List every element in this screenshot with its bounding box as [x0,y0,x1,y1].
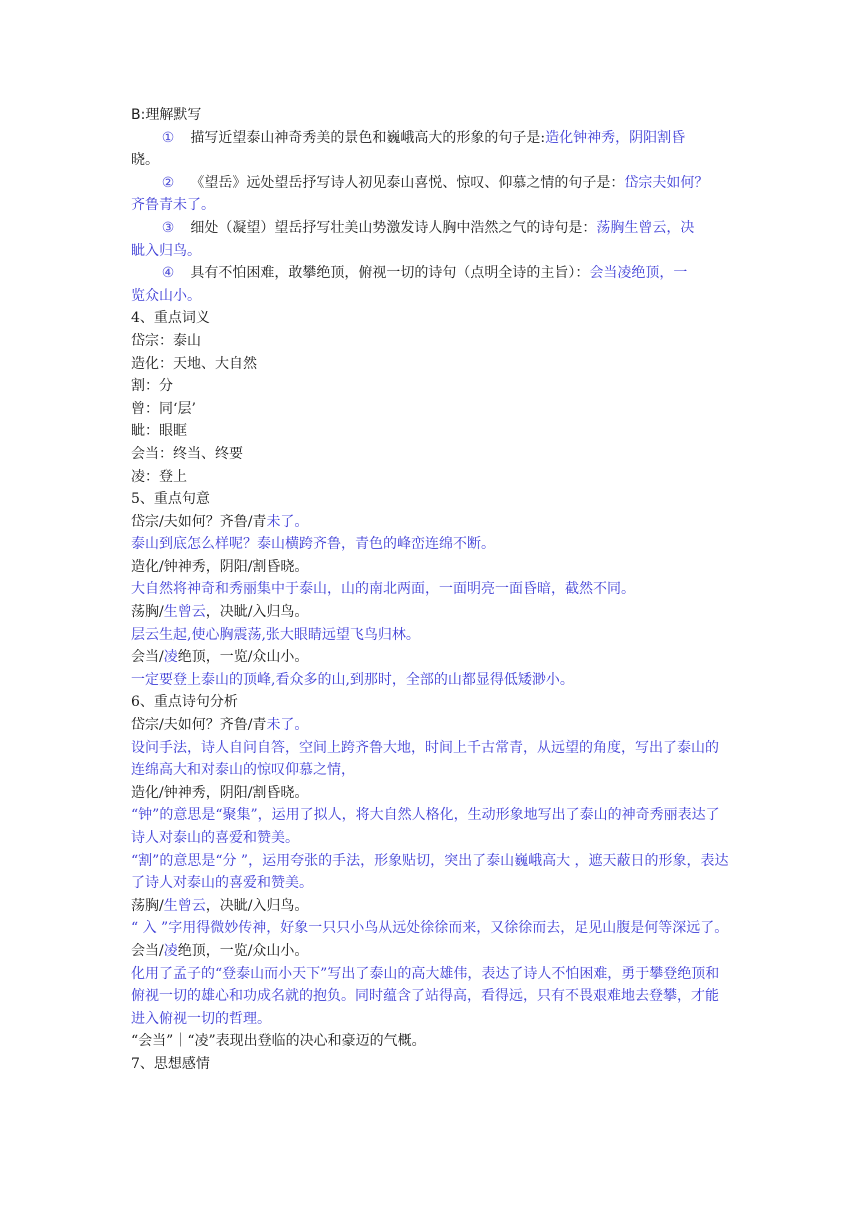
word-entry: 曾：同‘层’ [131,400,196,417]
word-entry: 眦：眼眶 [131,423,187,440]
section-b-heading: B:理解默写 [131,107,202,123]
word-entry: 割：分 [131,378,173,395]
analysis-paragraph: “ 入 ”字用得微妙传神，好象一只只小鸟从远处徐徐而来，又徐徐而去，足见山腹是何等深远了。 [131,920,729,937]
item-question: 具有不怕困难，敢攀绝顶，俯视一切的诗句（点明全诗的主旨）： [190,265,590,282]
item-3 [131,217,731,240]
item-answer: 荡胸生曾云，决 [596,219,695,236]
poem-line: 荡胸/生曾云，决眦/入归鸟。 [131,897,309,914]
item-3-tail: 眦入归鸟。 [131,242,201,259]
word-entry: 造化：天地、大自然 [131,355,257,372]
word-entry: 凌：登上 [131,468,187,485]
poem-line: 造化/钟神秀，阴阳/割昏晓。 [131,558,309,575]
item-question: 描写近望泰山神奇秀美的景色和巍峨高大的形象的句子是: [190,129,546,146]
poem-line: 会当/凌绝顶，一览/众山小。 [131,942,309,959]
poem-line: 会当/凌绝顶，一览/众山小。 [131,649,309,666]
document-content [131,104,731,1076]
analysis-paragraph: “钟”的意思是“聚集”，运用了拟人，将大自然人格化，生动形象地写出了泰山的神奇秀丽表达了诗人对泰山的喜爱和赞美。 [131,807,720,846]
item-number: ② [161,174,175,191]
item-answer: 岱宗夫如何？ [624,174,709,191]
section-4-title: 4、重点词义 [131,310,210,327]
section-7-title: 7、思想感情 [131,1055,210,1072]
item-question: 《望岳》远处望岳抒写诗人初见泰山喜悦、惊叹、仰慕之情的句子是： [190,174,625,191]
translation-line: 泰山到底怎么样呢？泰山横跨齐鲁，青色的峰峦连绵不断。 [131,536,495,553]
analysis-paragraph: “割”的意思是“分 ”，运用夸张的手法，形象贴切，突出了泰山巍峨高大 ，遮天蔽日的形象，表达了诗人对泰山的喜爱和赞美。 [131,852,729,892]
analysis-paragraph: 化用了孟子的“登泰山而小天下”写出了泰山的高大雄伟，表达了诗人不怕困难，勇于攀登绝顶和俯视一切的雄心和功成名就的抱负。同时蕴含了站得高，看得远，只有不畏艰难地去登攀，才能进入俯视一切的哲理。 [131,965,720,1027]
item-2 [131,172,731,195]
item-answer: 会当凌绝顶，一 [589,265,688,282]
item-number: ③ [161,219,175,236]
item-4-tail: 览众山小。 [131,287,201,304]
item-number: ① [161,129,175,146]
item-1-tail: 晓。 [131,152,159,169]
translation-line: 层云生起,使心胸震荡,张大眼睛远望飞鸟归林。 [131,626,420,643]
analysis-paragraph: “会当”｜“凌”表现出登临的决心和豪迈的气概。 [131,1033,426,1050]
item-2-tail: 齐鲁青未了。 [131,197,215,214]
section-6-title: 6、重点诗句分析 [131,694,238,711]
translation-line: 大自然将神奇和秀丽集中于泰山，山的南北两面，一面明亮一面昏暗，截然不同。 [131,581,635,598]
poem-line: 造化/钟神秀，阴阳/割昏晓。 [131,784,309,801]
poem-line: 荡胸/生曾云，决眦/入归鸟。 [131,604,309,621]
item-answer: 造化钟神秀，阴阳割昏 [545,129,686,146]
section-5-title: 5、重点句意 [131,491,210,508]
item-question: 细处（凝望）望岳抒写壮美山势激发诗人胸中浩然之气的诗句是： [190,219,597,236]
translation-line: 一定要登上泰山的顶峰,看众多的山,到那时，全部的山都显得低矮渺小。 [131,671,574,688]
poem-line: 岱宗/夫如何？齐鲁/青未了。 [131,513,309,530]
item-4 [131,262,731,285]
item-1 [131,127,731,150]
word-entry: 岱宗：泰山 [131,332,201,349]
item-number: ④ [161,265,175,282]
analysis-paragraph: 设问手法，诗人自问自答，空间上跨齐鲁大地，时间上千古常青，从远望的角度，写出了泰山的连绵高大和对泰山的惊叹仰慕之情， [131,739,719,779]
poem-line: 岱宗/夫如何？齐鲁/青未了。 [131,717,309,734]
word-entry: 会当：终当、终要 [131,445,243,462]
